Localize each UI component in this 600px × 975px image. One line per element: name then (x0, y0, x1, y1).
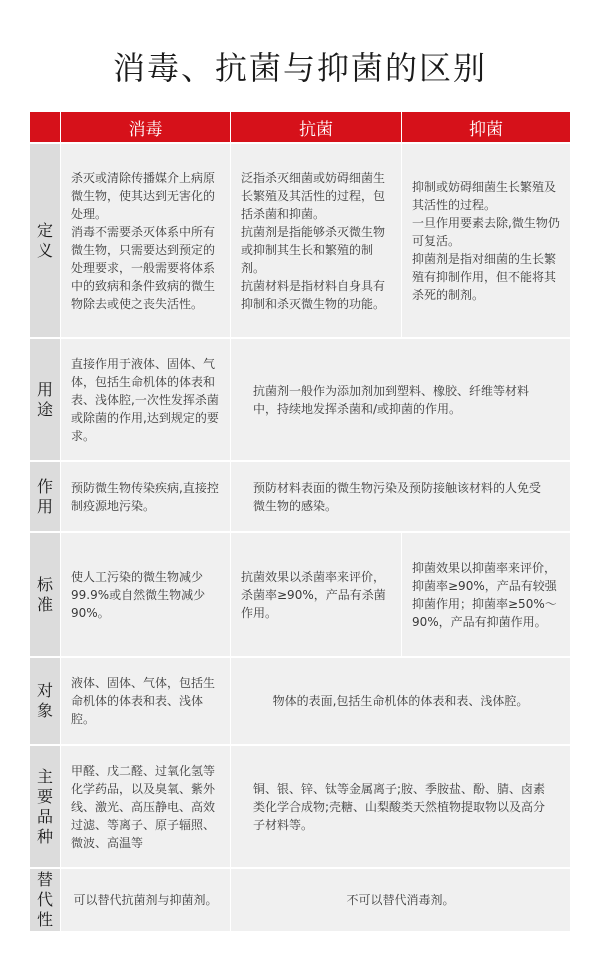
usage-shared: 抗菌剂一般作为添加剂加到塑料、橡胶、纤维等材料中，持续地发挥杀菌和/或抑菌的作用。 (231, 339, 570, 460)
substitute-disinfect: 可以替代抗菌剂与抑菌剂。 (61, 869, 230, 931)
definition-antibacterial: 泛指杀灭细菌或妨碍细菌生长繁殖及其活性的过程，包括杀菌和抑菌。 抗菌剂是指能够杀灭微生物或抑制其生长和繁殖的制剂。 抗菌材料是指材料自身具有抑制和杀灭微生物的功能。 (231, 144, 401, 337)
target-disinfect: 液体、固体、气体，包括生命机体的体表和表、浅体腔。 (61, 658, 230, 744)
target-shared: 物体的表面,包括生命机体的体表和表、浅体腔。 (231, 658, 570, 744)
header-corner (30, 112, 60, 142)
function-disinfect: 预防微生物传染疾病,直接控制疫源地污染。 (61, 462, 230, 531)
row-label-substitute: 替代性 (30, 869, 60, 931)
header-antibacterial: 抗菌 (231, 112, 401, 142)
function-shared: 预防材料表面的微生物污染及预防接触该材料的人免受微生物的感染。 (231, 462, 570, 531)
row-label-definition: 定义 (30, 144, 60, 337)
varieties-disinfect: 甲醛、戊二醛、过氧化氢等化学药品，以及臭氧、紫外线、激光、高压静电、高效过滤、等离子、原子辐照、微波、高温等 (61, 746, 230, 867)
usage-disinfect: 直接作用于液体、固体、气体，包括生命机体的体表和表、浅体腔,一次性发挥杀菌或除菌的作用,达到规定的要求。 (61, 339, 230, 460)
row-label-standard: 标准 (30, 533, 60, 656)
header-inhibit: 抑菌 (402, 112, 570, 142)
standard-antibacterial: 抗菌效果以杀菌率来评价，杀菌率≥90%，产品有杀菌作用。 (231, 533, 401, 656)
row-label-varieties: 主要品种 (30, 746, 60, 867)
substitute-shared: 不可以替代消毒剂。 (231, 869, 570, 931)
standard-disinfect: 使人工污染的微生物减少99.9%或自然微生物减少90%。 (61, 533, 230, 656)
row-label-target: 对象 (30, 658, 60, 744)
row-label-usage: 用途 (30, 339, 60, 460)
header-disinfect: 消毒 (61, 112, 230, 142)
page-title: 消毒、抗菌与抑菌的区别 (112, 49, 487, 87)
standard-inhibit: 抑菌效果以抑菌率来评价，抑菌率≥90%，产品有较强抑菌作用；抑菌率≥50%～90%，产品有抑菌作用。 (402, 533, 570, 656)
row-label-function: 作用 (30, 462, 60, 531)
definition-disinfect: 杀灭或清除传播媒介上病原微生物，使其达到无害化的处理。 消毒不需要杀灭体系中所有微生物，只需要达到预定的处理要求，一般需要将体系中的致病和条件致病的微生物除去或使之丧失活性。 (61, 144, 230, 337)
definition-inhibit: 抑制或妨碍细菌生长繁殖及其活性的过程。 一旦作用要素去除,微生物仍可复活。 抑菌剂是指对细菌的生长繁殖有抑制作用，但不能将其杀死的制剂。 (402, 144, 570, 337)
varieties-shared: 铜、银、锌、钛等金属离子;胺、季胺盐、酚、腈、卤素类化学合成物;壳糖、山梨酸类天然植物提取物以及高分子材料等。 (231, 746, 570, 867)
